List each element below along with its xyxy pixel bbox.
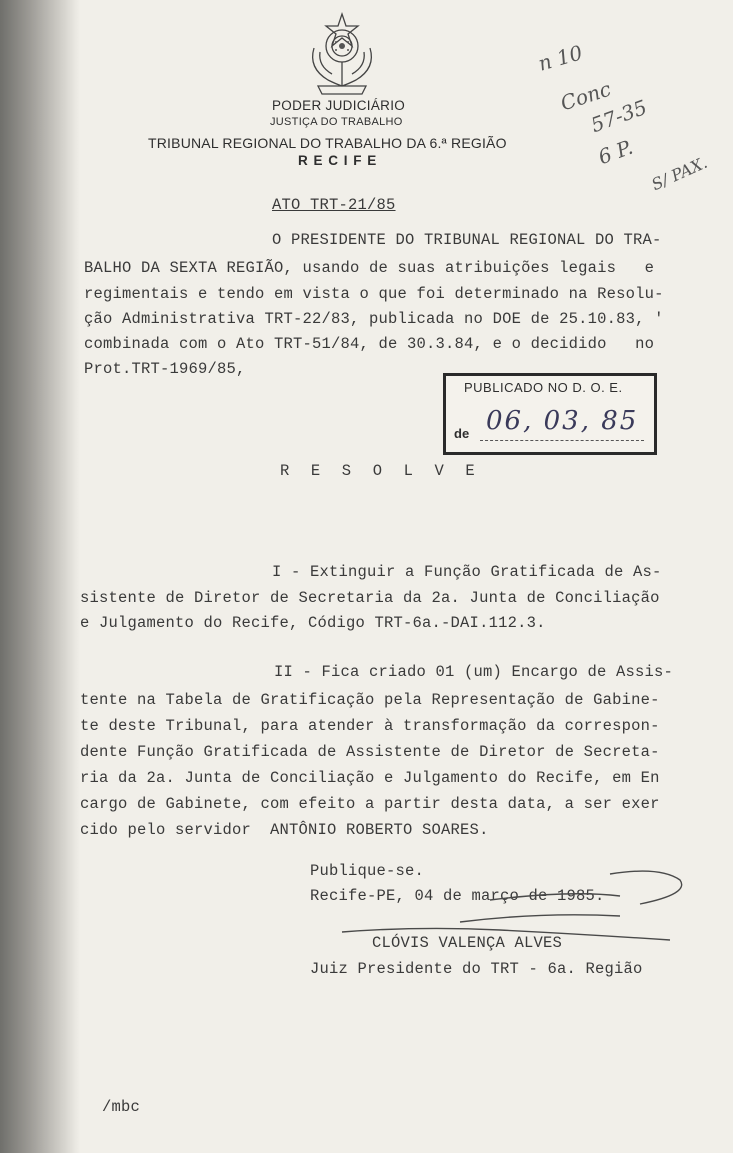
header-justice: JUSTIÇA DO TRABALHO: [270, 116, 403, 128]
signer-title: Juiz Presidente do TRT - 6a. Região: [310, 960, 643, 978]
item2-line: cido pelo servidor ANTÔNIO ROBERTO SOARES.: [80, 821, 489, 839]
item1-line: sistente de Diretor de Secretaria da 2a. Junta de Conciliação: [80, 589, 660, 607]
act-number: ATO TRT-21/85: [272, 196, 396, 214]
typist-initials: /mbc: [102, 1098, 141, 1116]
publication-stamp: [443, 373, 657, 455]
signer-name: CLÓVIS VALENÇA ALVES: [372, 934, 563, 952]
item1-line: I - Extinguir a Função Gratificada de As-: [272, 563, 662, 581]
publish-note: Publique-se.: [310, 862, 425, 880]
preamble-line: combinada com o Ato TRT-51/84, de 30.3.84, e o decidido no: [84, 335, 655, 353]
handwritten-note: S/ PAX.: [648, 152, 711, 195]
item2-line: cargo de Gabinete, com efeito a partir desta data, a ser exer: [80, 795, 660, 813]
header-judiciary: PODER JUDICIÁRIO: [272, 98, 406, 113]
stamp-de-label: de: [454, 426, 470, 441]
item2-line: dente Função Gratificada de Assistente de Diretor de Secreta-: [80, 743, 660, 761]
header-city: R E C I F E: [298, 153, 378, 168]
item2-line: tente na Tabela de Gratificação pela Representação de Gabine-: [80, 691, 660, 709]
item2-line: II - Fica criado 01 (um) Encargo de Assis-: [274, 663, 674, 681]
resolve-heading: R E S O L V E: [280, 462, 476, 480]
handwritten-note: 57-35: [587, 94, 651, 138]
item1-line: e Julgamento do Recife, Código TRT-6a.-DAI.112.3.: [80, 614, 546, 632]
place-date: Recife-PE, 04 de março de 1985.: [310, 887, 605, 905]
stamp-date: 06, 03, 85: [486, 406, 639, 436]
preamble-line: ção Administrativa TRT-22/83, publicada no DOE de 25.10.83, ': [84, 310, 664, 328]
handwritten-note: 6 P.: [594, 134, 636, 170]
handwritten-note: Conc: [557, 76, 614, 116]
coat-of-arms-icon: [300, 8, 384, 98]
item2-line: ria da 2a. Junta de Conciliação e Julgamento do Recife, em En: [80, 769, 660, 787]
handwritten-note: n 10: [535, 40, 586, 76]
item2-line: te deste Tribunal, para atender à transformação da correspon-: [80, 717, 660, 735]
preamble-line: regimentais e tendo em vista o que foi determinado na Resolu-: [84, 285, 664, 303]
stamp-underline: [480, 440, 644, 441]
header-tribunal: TRIBUNAL REGIONAL DO TRABALHO DA 6.ª REGIÃO: [148, 135, 507, 151]
preamble-line: O PRESIDENTE DO TRIBUNAL REGIONAL DO TRA-: [272, 231, 662, 249]
preamble-line: Prot.TRT-1969/85,: [84, 360, 246, 378]
stamp-title: PUBLICADO NO D. O. E.: [464, 380, 623, 395]
preamble-line: BALHO DA SEXTA REGIÃO, usando de suas atribuições legais e: [84, 259, 655, 277]
